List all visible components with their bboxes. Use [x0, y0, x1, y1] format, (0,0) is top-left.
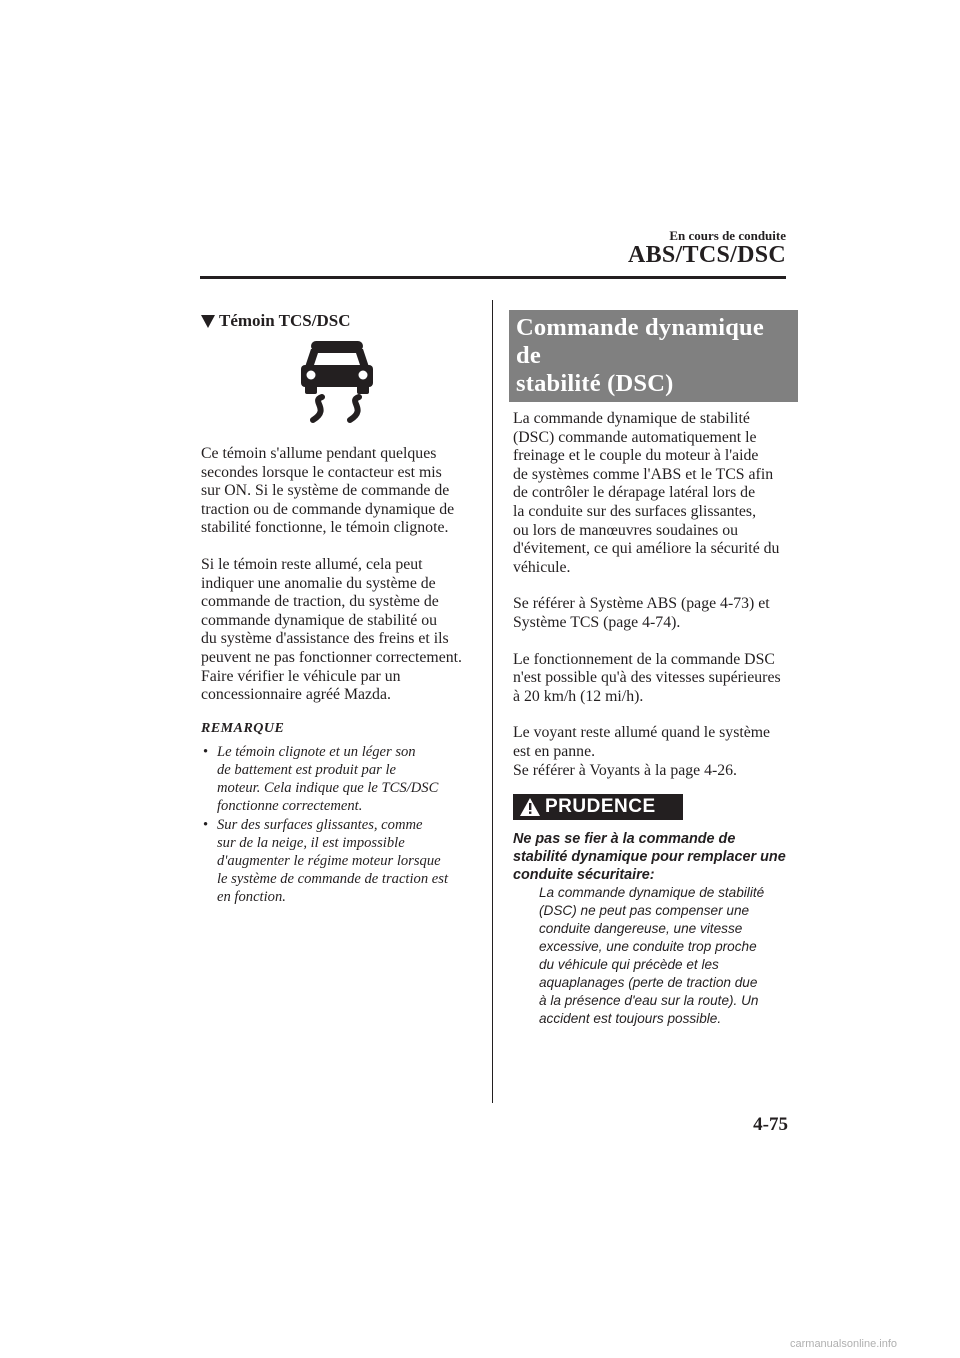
header-rule: [200, 276, 786, 279]
page-number: 4-75: [753, 1114, 788, 1135]
chapter-label: En cours de conduite: [669, 228, 786, 243]
cross-reference: Se référer à Système ABS (page 4-73) et Système TCS (page 4-74).: [513, 595, 770, 631]
column-divider: [492, 300, 493, 1103]
bullet-icon: •: [203, 816, 209, 833]
triangle-marker-icon: [201, 315, 215, 328]
warning-triangle-icon: [519, 797, 541, 817]
remark-item: • Le témoin clignote et un léger son de battement est produit par le moteur. Cela indique que le TCS/DSC fonctionne correctement.: [203, 743, 439, 815]
indicator-note: Le voyant reste allumé quand le système est en panne. Se référer à Voyants à la page 4-26.: [513, 724, 771, 779]
caution-heading: Ne pas se fier à la commande de stabilité dynamique pour remplacer une conduite sécuritaire:: [513, 831, 786, 884]
section-title-box: Commande dynamique de stabilité (DSC): [509, 310, 798, 402]
caution-label: PRUDENCE: [545, 796, 656, 818]
malfunction-description: Si le témoin reste allumé, cela peut indiquer une anomalie du système de commande de traction, du système de commande dynamique de stabilité ou du système d'assistance des freins et ils peuvent ne pas fonctionner correctement. Faire vérifier le véhicule par un concessionnaire agréé Mazda.: [201, 555, 462, 704]
remark-list: [201, 743, 473, 907]
caution-body: La commande dynamique de stabilité (DSC) ne peut pas compenser une conduite dangereuse, une vitesse excessive, une conduite trop proche du véhicule qui précède et les aquaplanages (perte de traction due à la présence d'eau sur la route). Un accident est toujours possible.: [539, 885, 765, 1027]
speed-condition: Le fonctionnement de la commande DSC n'est possible qu'à des vitesses supérieures à 20 km/h (12 mi/h).: [513, 650, 781, 705]
dsc-description: La commande dynamique de stabilité (DSC) commande automatiquement le freinage et le couple du moteur à l'aide de systèmes comme l'ABS et le TCS afin de contrôler le dérapage latéral lors de la conduite sur des surfaces glissantes, ou lors de manœuvres soudaines ou d'évitement, ce qui améliore la sécurité du véhicule.: [513, 410, 780, 576]
remark-item: • Sur des surfaces glissantes, comme sur de la neige, il est impossible d'augmenter le régime moteur lorsque le système de commande de traction est en fonction.: [203, 816, 448, 906]
subsection-heading: [201, 310, 473, 332]
watermark: carmanualsonline.info: [790, 1338, 898, 1350]
subsection-heading-text: Témoin TCS/DSC: [219, 311, 351, 330]
tcs-dsc-warning-icon: [297, 339, 377, 423]
caution-banner: [513, 794, 683, 820]
right-column: [513, 310, 789, 1028]
section-header-title: ABS/TCS/DSC: [627, 242, 786, 268]
bullet-icon: •: [203, 743, 209, 760]
remark-title: REMARQUE: [201, 720, 285, 736]
warning-light-description: Ce témoin s'allume pendant quelques secondes lorsque le contacteur est mis sur ON. Si le système de commande de traction ou de commande dynamique de stabilité fonctionne, le témoin clignote.: [201, 445, 455, 537]
left-column: [201, 310, 473, 907]
